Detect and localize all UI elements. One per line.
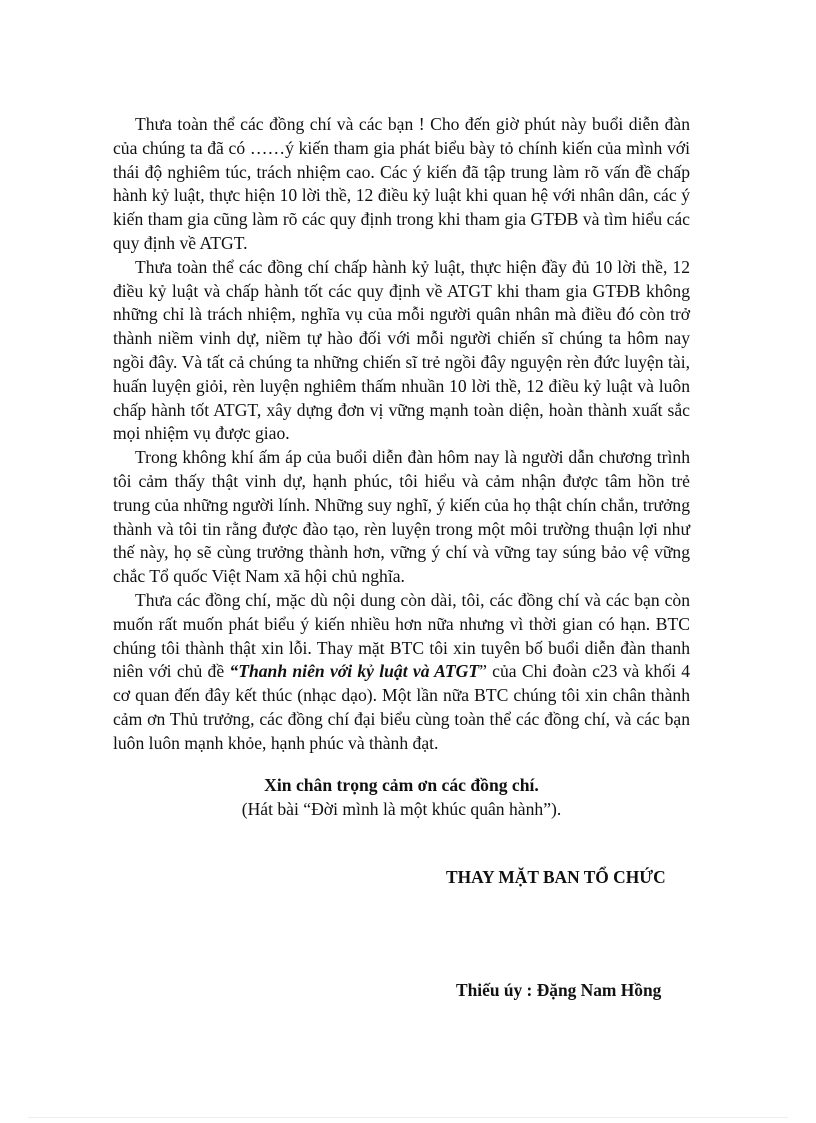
paragraph-discipline: Thưa toàn thể các đồng chí chấp hành kỷ luật, thực hiện đầy đủ 10 lời thề, 12 điều kỷ luật và chấp hành tốt các quy định về ATGT khi tham gia GTĐB không những chỉ là trách nhiệm, nghĩa vụ của mỗi người quân nhân mà điều đó còn trở thành niềm vinh dự, niềm tự hào đối với mỗi người chiến sĩ chúng ta hôm nay ngồi đây. Và tất cả chúng ta những chiến sĩ trẻ ngồi đây nguyện rèn đức luyện tài, huấn luyện giỏi, rèn luyện nghiêm thấm nhuần 10 lời thề, 12 điều kỷ luật và luôn chấp hành tốt ATGT, xây dựng đơn vị vững mạnh toàn diện, hoàn thành xuất sắc mọi nhiệm vụ được giao. — [113, 256, 690, 444]
forum-theme-title: “Thanh niên với kỷ luật và ATGT — [229, 661, 480, 682]
paragraph-conclusion — [113, 589, 690, 756]
paragraph-opening: Thưa toàn thể các đồng chí và các bạn ! Cho đến giờ phút này buổi diễn đàn của chúng ta đã có ……ý kiến tham gia phát biểu bày tỏ chính kiến của mình với thái độ nghiêm túc, trách nhiệm cao. Các ý kiến đã tập trung làm rõ vấn đề chấp hành kỷ luật, thực hiện 10 lời thề, 12 điều kỷ luật khi quan hệ với nhân dân, các ý kiến tham gia cũng làm rõ các quy định trong khi tham gia GTĐB và tìm hiểu các quy định về ATGT. — [113, 114, 690, 253]
conclusion-text-start: Thưa các đồng chí, mặc dù nội dung còn dài, tôi, các đồng chí và các bạn còn muốn rất muốn phát biểu ý kiến nhiều hơn nữa nhưng vì thời gian có hạn. BTC chúng tôi thành thật xin lỗi. Thay mặt BTC tôi xin tuyên bố buổi diễn đàn thanh niên với chủ đề — [113, 589, 690, 682]
closing-block — [113, 774, 690, 822]
document-body — [113, 113, 690, 756]
conclusion-text-end: ” của Chi đoàn c23 và khối 4 cơ quan đến đây kết thúc (nhạc dạo). Một lần nữa BTC chúng tôi xin chân thành cảm ơn Thủ trưởng, các đồng chí đại biểu cùng toàn thể các đồng chí, và các bạn luôn luôn mạnh khỏe, hạnh phúc và thành đạt. — [113, 661, 690, 753]
paragraph-reflection: Trong không khí ấm áp của buổi diễn đàn hôm nay là người dẫn chương trình tôi cảm thấy thật vinh dự, hạnh phúc, tôi hiểu và cảm nhận được tâm hồn trẻ trung của những người lính. Những suy nghĩ, ý kiến của họ thật chín chắn, trưởng thành và tôi tin rằng được đào tạo, rèn luyện trong một môi trường thuận lợi như thế này, họ sẽ cùng trưởng thành hơn, vững ý chí và vững tay súng bảo vệ vững chắc Tổ quốc Việt Nam xã hội chủ nghĩa. — [113, 447, 690, 587]
signature-signer: Thiếu úy : Đặng Nam Hồng — [456, 980, 662, 1000]
page-bottom-divider — [28, 1117, 788, 1118]
signature-title: THAY MẶT BAN TỔ CHỨC — [446, 867, 666, 887]
closing-thanks: Xin chân trọng cảm ơn các đồng chí. — [264, 775, 539, 795]
closing-song-note: (Hát bài “Đời mình là một khúc quân hành”). — [241, 798, 562, 819]
